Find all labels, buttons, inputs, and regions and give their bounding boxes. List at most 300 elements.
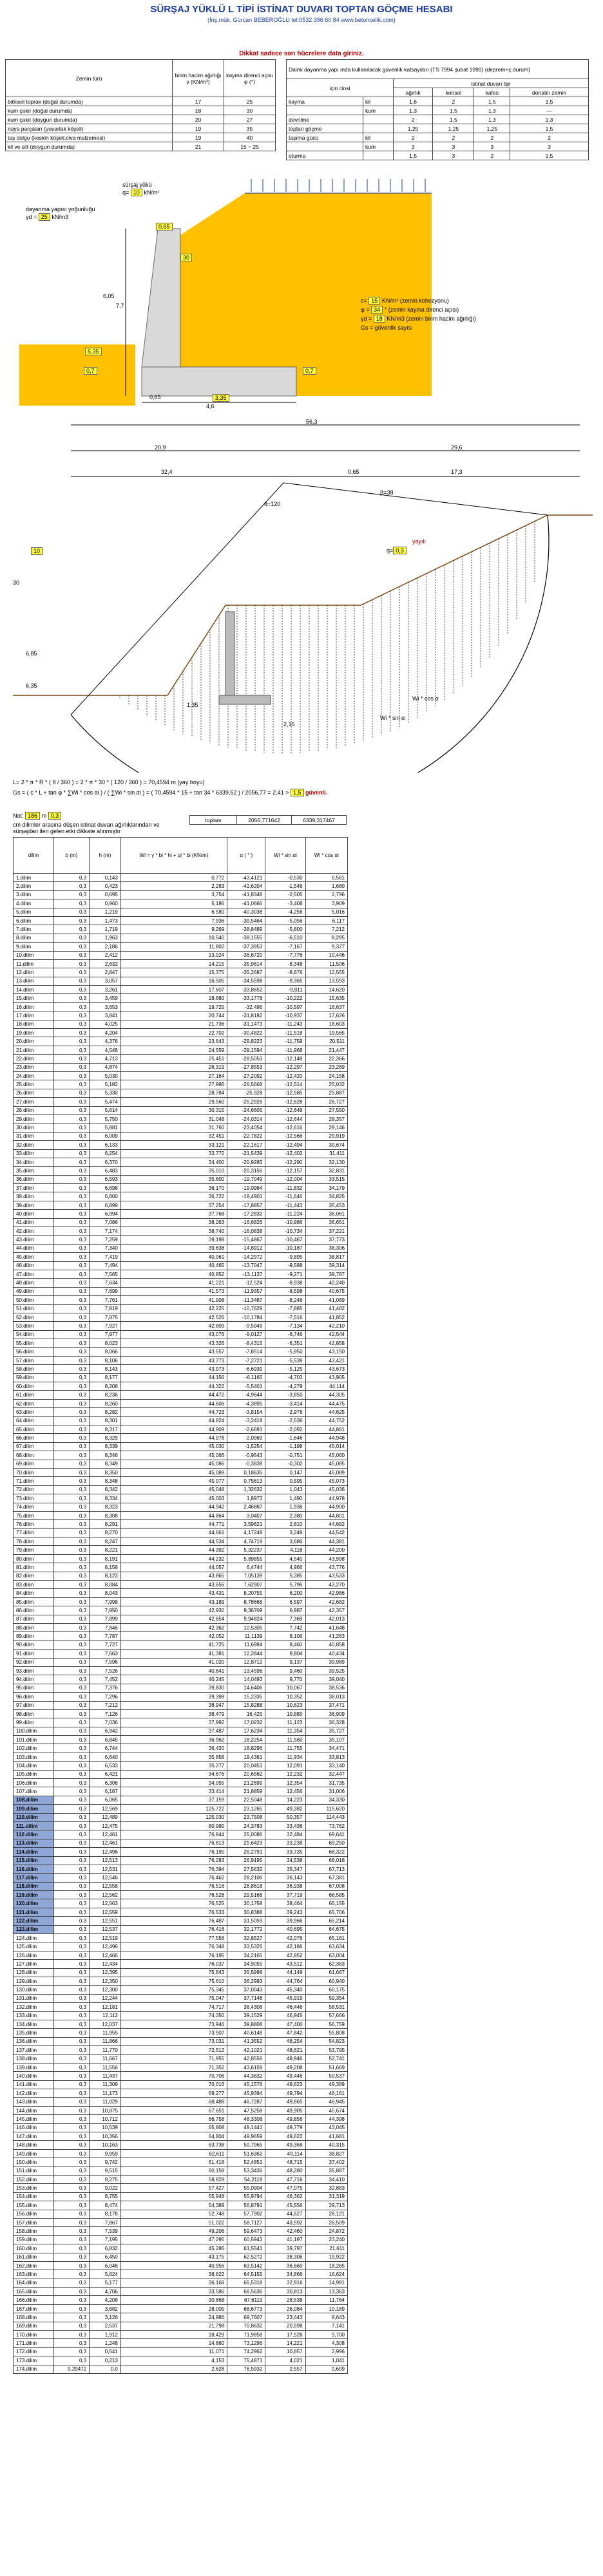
gd-input[interactable]: 25 bbox=[39, 213, 50, 221]
slice-name-cell: 47.dilim bbox=[14, 1270, 54, 1278]
slice-value-cell: 11,556 bbox=[90, 2063, 121, 2071]
slice-value-cell: 0,3 bbox=[53, 1865, 89, 1873]
slice-value-cell: 43,533 bbox=[305, 1572, 347, 1580]
dim-w3: 32,4 bbox=[161, 469, 173, 475]
safety-cell: kum bbox=[363, 106, 394, 115]
slice-value-cell: 40,675 bbox=[305, 1287, 347, 1295]
slice-value-cell: 0,3 bbox=[53, 2218, 89, 2226]
slice-value-cell: 42,362 bbox=[120, 1623, 227, 1631]
stem-value[interactable]: 30 bbox=[180, 254, 192, 261]
safety-row bbox=[287, 133, 589, 142]
slice-value-cell: 8,755 bbox=[90, 2192, 121, 2201]
slice-value-cell: 3,459 bbox=[90, 994, 121, 1002]
slice-value-cell: 44,534 bbox=[120, 1537, 227, 1546]
slice-value-cell: 5,796 bbox=[265, 1581, 305, 1589]
theta-label: θ= bbox=[264, 501, 271, 507]
safety-cell: 1,3 bbox=[393, 106, 432, 115]
slice-value-cell: -8,876 bbox=[265, 968, 305, 977]
slice-value-cell: 5,32237 bbox=[227, 1546, 265, 1554]
slice-value-cell: 0,3 bbox=[53, 1339, 89, 1348]
slice-value-cell: 36,962 bbox=[120, 1736, 227, 1744]
slice-value-cell: -12,290 bbox=[265, 1158, 305, 1166]
slice-value-cell: 0,3 bbox=[53, 1313, 89, 1321]
slice-value-cell: 2,632 bbox=[90, 959, 121, 968]
slice-value-cell: 44,3832 bbox=[227, 2072, 265, 2080]
slice-value-cell: 42,8556 bbox=[227, 2054, 265, 2063]
slice-value-cell: 0,3 bbox=[53, 2288, 89, 2296]
safety-cell: kil bbox=[363, 97, 394, 106]
slice-value-cell: 38,536 bbox=[305, 1684, 347, 1692]
slice-name-cell: 66.dilim bbox=[14, 1434, 54, 1442]
slice-value-cell: 45,919 bbox=[265, 1994, 305, 2002]
slice-value-cell: 38,817 bbox=[305, 1253, 347, 1261]
heel-input[interactable]: 5,35 bbox=[85, 348, 102, 355]
slice-value-cell: 33,586 bbox=[120, 2288, 227, 2296]
slice-value-cell: 43,431 bbox=[120, 1589, 227, 1597]
slice-name-cell: 80.dilim bbox=[14, 1554, 54, 1563]
table-row bbox=[14, 1821, 348, 1830]
slice-value-cell: 7,340 bbox=[90, 1244, 121, 1252]
table-row bbox=[14, 874, 348, 882]
slice-value-cell: 20,6562 bbox=[227, 1770, 265, 1778]
slice-value-cell: 42,682 bbox=[305, 1597, 347, 1606]
slice-value-cell: 5,750 bbox=[90, 1114, 121, 1123]
safety-col-header: ağırlık bbox=[393, 88, 432, 97]
slice-value-cell: -11,759 bbox=[265, 1037, 305, 1046]
slice-name-cell: 168.dilim bbox=[14, 2313, 54, 2322]
slice-name-cell: 1.dilim bbox=[14, 874, 54, 882]
slice-value-cell: 42,225 bbox=[120, 1304, 227, 1313]
slice-value-cell: 0,3 bbox=[53, 1348, 89, 1356]
slice-value-cell: -3,850 bbox=[265, 1391, 305, 1399]
slice-value-cell: 0,960 bbox=[90, 899, 121, 908]
slice-value-cell: 33,140 bbox=[305, 1762, 347, 1770]
slice-value-cell: 77,556 bbox=[120, 1934, 227, 1942]
safety-cell: 1,3 bbox=[474, 106, 510, 115]
slice-value-cell: 3,909 bbox=[305, 899, 347, 908]
slice-value-cell: 7,742 bbox=[265, 1623, 305, 1631]
slice-value-cell: 0,3 bbox=[53, 1511, 89, 1519]
q-unit: kN/m² bbox=[144, 189, 160, 196]
table-row bbox=[14, 1322, 348, 1330]
slice-value-cell: 44,475 bbox=[305, 1399, 347, 1407]
slice-value-cell: 18,429 bbox=[120, 2331, 227, 2339]
slice-value-cell: 41,3552 bbox=[227, 2037, 265, 2045]
gamma-desc: (zemin birim hacim ağırlığı) bbox=[406, 315, 476, 322]
page-subtitle: (İnş.mük. Gürcan BEBEROĞLU tel:0532 396 60 84 www.betoncelik.com) bbox=[207, 17, 396, 23]
slice-value-cell: 7,494 bbox=[90, 1261, 121, 1270]
slice-value-cell: 11,560 bbox=[265, 1736, 305, 1744]
slice-value-cell: 0,3 bbox=[53, 2072, 89, 2080]
slice-name-cell: 11.dilim bbox=[14, 959, 54, 968]
slice-name-cell: 157.dilim bbox=[14, 2218, 54, 2226]
slice-value-cell: -10,937 bbox=[265, 1011, 305, 1020]
slice-value-cell: -2,0969 bbox=[227, 1434, 265, 1442]
slice-value-cell: 39,040 bbox=[305, 1675, 347, 1684]
soil-row bbox=[6, 124, 276, 133]
slice-value-cell: 45,077 bbox=[120, 1477, 227, 1485]
slice-value-cell: 43,865 bbox=[120, 1572, 227, 1580]
slice-value-cell: 29,919 bbox=[305, 1132, 347, 1140]
slice-value-cell: 44,200 bbox=[305, 1546, 347, 1554]
slice-value-cell: -9,5949 bbox=[227, 1322, 265, 1330]
slice-value-cell: 0,3 bbox=[53, 1597, 89, 1606]
slice-name-cell: 44.dilim bbox=[14, 1244, 54, 1252]
slice-value-cell: 0,3 bbox=[53, 1572, 89, 1580]
slice-name-cell: 34.dilim bbox=[14, 1158, 54, 1166]
slice-value-cell: 3,057 bbox=[90, 977, 121, 985]
slice-value-cell: 0,3 bbox=[53, 1158, 89, 1166]
slice-name-cell: 111.dilim bbox=[14, 1821, 54, 1830]
slice-value-cell: 8,023 bbox=[90, 1339, 121, 1348]
slice-value-cell: 0,3 bbox=[53, 1330, 89, 1339]
slice-value-cell: -7,167 bbox=[265, 943, 305, 951]
slice-value-cell: 8,350 bbox=[90, 1468, 121, 1476]
slice-value-cell: 11,955 bbox=[90, 2029, 121, 2037]
slice-value-cell: 8,236 bbox=[90, 1391, 121, 1399]
c-input[interactable]: 15 bbox=[368, 297, 380, 305]
table-row bbox=[14, 1261, 348, 1270]
slice-value-cell: 45,089 bbox=[120, 1468, 227, 1476]
slice-name-cell: 125.dilim bbox=[14, 1942, 54, 1951]
slice-value-cell: 23,7508 bbox=[227, 1813, 265, 1821]
slice-value-cell: 58,829 bbox=[120, 2175, 227, 2183]
slice-value-cell: 12,181 bbox=[90, 2003, 121, 2011]
base-h2-input[interactable]: 0,7 bbox=[303, 367, 316, 375]
slice-value-cell: 7,195 bbox=[90, 2235, 121, 2244]
slice-value-cell: -23,4054 bbox=[227, 1123, 265, 1132]
slice-value-cell: 40,245 bbox=[120, 1675, 227, 1684]
slice-value-cell: 10,189 bbox=[305, 2304, 347, 2313]
slice-value-cell: 72,512 bbox=[120, 2046, 227, 2054]
slice-value-cell: 8,342 bbox=[90, 1485, 121, 1494]
table-row bbox=[14, 1658, 348, 1666]
slice-value-cell: 44,752 bbox=[305, 1416, 347, 1425]
slice-value-cell: 12,091 bbox=[265, 1762, 305, 1770]
slice-value-cell: 4,706 bbox=[90, 2288, 121, 2296]
slice-name-cell: 78.dilim bbox=[14, 1537, 54, 1546]
slice-value-cell: 49,623 bbox=[265, 2080, 305, 2089]
slice-count[interactable]: 186 bbox=[25, 812, 40, 820]
table-row bbox=[14, 1020, 348, 1028]
slice-value-cell: 0,3 bbox=[53, 1063, 89, 1071]
table-row bbox=[14, 1011, 348, 1020]
slice-value-cell: -16,0838 bbox=[227, 1227, 265, 1236]
slice-value-cell: 21,447 bbox=[305, 1046, 347, 1054]
slice-value-cell: -6,510 bbox=[265, 934, 305, 942]
slice-value-cell: 0,3 bbox=[53, 1037, 89, 1046]
slice-value-cell: 70,016 bbox=[120, 2080, 227, 2089]
slice-value-cell: 44,472 bbox=[120, 1391, 227, 1399]
slice-value-cell: 0,3 bbox=[53, 2106, 89, 2114]
H-input[interactable]: 10 bbox=[31, 547, 43, 555]
slice-value-cell: 0,3 bbox=[53, 2356, 89, 2365]
slice-value-cell: 44,149 bbox=[265, 1968, 305, 1977]
safety-cell: kum bbox=[363, 142, 394, 151]
phi-input[interactable]: 34 bbox=[371, 306, 383, 314]
c-label: c= bbox=[361, 297, 367, 304]
b-input[interactable]: 3,35 bbox=[213, 394, 229, 402]
slice-value-cell: 2,412 bbox=[90, 951, 121, 959]
slice-value-cell: 4,208 bbox=[90, 2296, 121, 2304]
slice-value-cell: 43,6159 bbox=[227, 2063, 265, 2071]
arc-length-formula: L= 2 * π * R * ( θ / 360 ) = 2 * π * 30 * ( 120 / 360 ) = 70,4594 m (yay boyu) bbox=[13, 779, 205, 785]
slice-name-cell: 112.dilim bbox=[14, 1830, 54, 1839]
safety-header-group: istinat duvarı tipi bbox=[393, 79, 588, 88]
slice-value-cell: 12,519 bbox=[90, 1934, 121, 1942]
slice-lines bbox=[120, 522, 535, 753]
table-row bbox=[14, 1874, 348, 1882]
slice-value-cell: 4,545 bbox=[265, 1554, 305, 1563]
slice-value-cell: 45,036 bbox=[305, 1485, 347, 1494]
beta-value: 38 bbox=[387, 489, 394, 496]
slice-value-cell: 0,3 bbox=[53, 1227, 89, 1236]
slice-value-cell: 14,215 bbox=[120, 959, 227, 968]
table-row bbox=[14, 1399, 348, 1407]
slice-value-cell: 0,3 bbox=[53, 1934, 89, 1942]
slice-value-cell: 8,270 bbox=[90, 1528, 121, 1537]
slice-value-cell: -6,351 bbox=[265, 1339, 305, 1348]
slice-value-cell: 2,557 bbox=[265, 2365, 305, 2373]
soil-header-gamma: birim hacim ağırlığı γ (KN/m³) bbox=[173, 60, 224, 97]
slice-name-cell: 131.dilim bbox=[14, 1994, 54, 2002]
slice-value-cell: 0,3 bbox=[53, 1960, 89, 1968]
slice-value-cell: 35,453 bbox=[305, 1201, 347, 1209]
slice-value-cell: 24,559 bbox=[120, 1046, 227, 1054]
slice-value-cell: 2,796 bbox=[305, 890, 347, 899]
slice-value-cell: 7,761 bbox=[90, 1296, 121, 1304]
slice-value-cell: 0,3 bbox=[53, 2227, 89, 2235]
slice-value-cell: 49,794 bbox=[265, 2089, 305, 2098]
q-input[interactable]: 10 bbox=[131, 189, 142, 196]
slice-name-cell: 31.dilim bbox=[14, 1132, 54, 1140]
slice-value-cell: 47,075 bbox=[265, 2184, 305, 2192]
table-row bbox=[14, 2037, 348, 2045]
table-row bbox=[14, 1581, 348, 1589]
slice-value-cell: -31,8182 bbox=[227, 1011, 265, 1020]
slice-value-cell: 10,446 bbox=[305, 951, 347, 959]
slice-value-cell: -31,1473 bbox=[227, 1020, 265, 1028]
slice-value-cell: 4,153 bbox=[120, 2356, 227, 2365]
slice-value-cell: 76,462 bbox=[120, 1874, 227, 1882]
slice-value-cell: -12,148 bbox=[265, 1055, 305, 1063]
slice-value-cell: 0,3 bbox=[53, 899, 89, 908]
slice-value-cell: 36,328 bbox=[305, 1718, 347, 1727]
slice-value-cell: -0,3838 bbox=[227, 1460, 265, 1468]
safety-cell: 2 bbox=[510, 133, 589, 142]
table-row bbox=[14, 1114, 348, 1123]
slice-value-cell: 12,562 bbox=[90, 1891, 121, 1899]
slice-value-cell: 0,3 bbox=[53, 943, 89, 951]
slice-value-cell: -2,092 bbox=[265, 1425, 305, 1434]
base-h-input[interactable]: 0,7 bbox=[84, 367, 97, 375]
slice-value-cell: 0,3 bbox=[53, 1149, 89, 1158]
slice-value-cell: 36,170 bbox=[120, 1184, 227, 1192]
slice-name-cell: 169.dilim bbox=[14, 2322, 54, 2330]
slice-value-cell: 44,900 bbox=[305, 1503, 347, 1511]
slice-value-cell: 7,565 bbox=[90, 1270, 121, 1278]
slice-value-cell: 4,204 bbox=[90, 1029, 121, 1037]
slice-value-cell: 0,3 bbox=[53, 1874, 89, 1882]
safety-cell: kayma bbox=[287, 97, 363, 106]
slice-value-cell: -19,7049 bbox=[227, 1175, 265, 1183]
slice-value-cell: 0,3 bbox=[53, 1994, 89, 2002]
safety-cell: 1,5 bbox=[510, 124, 589, 133]
table-row bbox=[14, 1175, 348, 1183]
slice-value-cell: 2,847 bbox=[90, 968, 121, 977]
table-row bbox=[14, 2253, 348, 2261]
sup-q-input[interactable]: 0,3 bbox=[393, 547, 407, 554]
slice-name-cell: 164.dilim bbox=[14, 2279, 54, 2287]
slice-value-cell: 11,123 bbox=[265, 1718, 305, 1727]
slice-value-cell: 0,3 bbox=[53, 1485, 89, 1494]
slice-value-cell: -2,536 bbox=[265, 1416, 305, 1425]
table-row bbox=[14, 2158, 348, 2167]
slice-value-cell: 6,065 bbox=[90, 1796, 121, 1804]
slice-value-cell: -8,4315 bbox=[227, 1339, 265, 1348]
slice-value-cell: 0,3 bbox=[53, 1382, 89, 1391]
slice-value-cell: 12,551 bbox=[90, 1917, 121, 1925]
slice-name-cell: 71.dilim bbox=[14, 1477, 54, 1485]
slice-value-cell: 76,487 bbox=[120, 1917, 227, 1925]
slice-value-cell: 6,133 bbox=[90, 1141, 121, 1149]
slice-value-cell: -12,004 bbox=[265, 1175, 305, 1183]
slice-value-cell: -10,734 bbox=[265, 1227, 305, 1236]
slice-value-cell: 0,3 bbox=[53, 1123, 89, 1132]
slice-value-cell: 37,992 bbox=[120, 1718, 227, 1727]
slice-name-cell: 62.dilim bbox=[14, 1399, 54, 1407]
slice-value-cell: -7,8514 bbox=[227, 1348, 265, 1356]
safety-cell: toptan göçme bbox=[287, 124, 363, 133]
slice-name-cell: 16.dilim bbox=[14, 1002, 54, 1011]
table-row bbox=[14, 2029, 348, 2037]
slice-value-cell: 28,8618 bbox=[227, 1882, 265, 1890]
slice-value-cell: 8,066 bbox=[90, 1348, 121, 1356]
slice-value-cell: -4,9644 bbox=[227, 1391, 265, 1399]
slice-value-cell: -0,302 bbox=[265, 1460, 305, 1468]
slice-value-cell: -9,588 bbox=[265, 1261, 305, 1270]
slice-value-cell: 0,3 bbox=[53, 1408, 89, 1416]
slice-value-cell: -1,646 bbox=[265, 1434, 305, 1442]
slice-value-cell: 6,899 bbox=[90, 1201, 121, 1209]
top-width-input[interactable]: 0,65 bbox=[156, 223, 173, 230]
slice-value-cell: 12,489 bbox=[90, 1813, 121, 1821]
slice-value-cell: 0,3 bbox=[53, 1261, 89, 1270]
slice-value-cell: -0,530 bbox=[265, 874, 305, 882]
slice-value-cell: -19,0964 bbox=[227, 1184, 265, 1192]
slice-value-cell: 37,0043 bbox=[227, 1986, 265, 1994]
slice-value-cell: -7,776 bbox=[265, 951, 305, 959]
slice-name-cell: 69.dilim bbox=[14, 1460, 54, 1468]
table-row bbox=[14, 1210, 348, 1218]
slice-value-cell: 55,0904 bbox=[227, 2184, 265, 2192]
slice-value-cell: 17,626 bbox=[305, 1011, 347, 1020]
slice-value-cell: 0,143 bbox=[90, 874, 121, 882]
slice-value-cell: 35,600 bbox=[120, 1175, 227, 1183]
slice-value-cell: 0,3 bbox=[53, 1882, 89, 1890]
slice-name-cell: 40.dilim bbox=[14, 1210, 54, 1218]
slice-value-cell: 0,3 bbox=[53, 1554, 89, 1563]
slice-value-cell: 40,852 bbox=[120, 1270, 227, 1278]
slice-value-cell: 7,376 bbox=[90, 1684, 121, 1692]
slice-value-cell: 66,758 bbox=[120, 2115, 227, 2123]
slice-value-cell: 52,748 bbox=[120, 2210, 227, 2218]
soil-row bbox=[6, 115, 276, 124]
fs-required[interactable]: 1,5 bbox=[291, 789, 304, 796]
slice-value-cell: 39,966 bbox=[265, 1917, 305, 1925]
slice-name-cell: 49.dilim bbox=[14, 1287, 54, 1295]
slice-name-cell: 109.dilim bbox=[14, 1805, 54, 1813]
slice-value-cell: 6,942 bbox=[90, 1727, 121, 1735]
slice-value-cell: -15,4867 bbox=[227, 1236, 265, 1244]
slice-value-cell: 19,565 bbox=[305, 1029, 347, 1037]
slice-value-cell: 70,8632 bbox=[227, 2322, 265, 2330]
table-row bbox=[14, 1373, 348, 1382]
table-row bbox=[14, 1339, 348, 1348]
slice-value-cell: 65,161 bbox=[305, 1934, 347, 1942]
slice-value-cell: 5,624 bbox=[90, 2270, 121, 2279]
slice-value-cell: 19,922 bbox=[305, 2253, 347, 2261]
soil-row bbox=[6, 97, 276, 106]
slice-value-cell: -1,546 bbox=[265, 882, 305, 890]
slice-value-cell: 9,515 bbox=[90, 2167, 121, 2175]
slice-value-cell: 0,3 bbox=[53, 1167, 89, 1175]
slice-value-cell: 57,7902 bbox=[227, 2210, 265, 2218]
slice-name-cell: 61.dilim bbox=[14, 1391, 54, 1399]
slice-value-cell: 7,141 bbox=[305, 2322, 347, 2330]
slice-value-cell: 45,9394 bbox=[227, 2089, 265, 2098]
h2-value: 1,35 bbox=[187, 702, 198, 708]
slice-value-cell: 29,146 bbox=[305, 1123, 347, 1132]
slice-value-cell: 24,158 bbox=[305, 1071, 347, 1080]
slice-value-cell: 49,368 bbox=[265, 2141, 305, 2149]
slice-value-cell: 9,770 bbox=[265, 1675, 305, 1684]
slice-value-cell: 0,3 bbox=[53, 1434, 89, 1442]
slice-value-cell: 56,759 bbox=[305, 2020, 347, 2028]
sum-table bbox=[189, 815, 347, 825]
slice-value-cell: 7,867 bbox=[90, 2218, 121, 2226]
table-row bbox=[14, 1055, 348, 1063]
slice-value-cell: 42,186 bbox=[265, 1942, 305, 1951]
table-row bbox=[14, 1106, 348, 1114]
slice-name-cell: 8.dilim bbox=[14, 934, 54, 942]
slice-value-cell: 32,484 bbox=[265, 1830, 305, 1839]
slice-value-cell: 0,3 bbox=[53, 2184, 89, 2192]
slice-value-cell: -25,2926 bbox=[227, 1098, 265, 1106]
slice-value-cell: 64,804 bbox=[120, 2132, 227, 2141]
table-row bbox=[14, 1968, 348, 1977]
slice-value-cell: 18,265 bbox=[305, 2261, 347, 2270]
slice-value-cell: 0,3 bbox=[53, 1141, 89, 1149]
slice-value-cell: 16,637 bbox=[305, 1002, 347, 1011]
slice-value-cell: 7,727 bbox=[90, 1641, 121, 1649]
gamma-input[interactable]: 18 bbox=[374, 315, 385, 323]
slice-table-header: Wi * sin αi bbox=[265, 838, 305, 874]
slice-name-cell: 126.dilim bbox=[14, 1951, 54, 1959]
slice-value-cell: 0,3 bbox=[53, 1977, 89, 1986]
table-row bbox=[14, 2304, 348, 2313]
slice-value-cell: -10,1784 bbox=[227, 1313, 265, 1321]
table-row bbox=[14, 1951, 348, 1959]
table-row bbox=[14, 1080, 348, 1089]
slice-value-cell: 37,221 bbox=[305, 1227, 347, 1236]
slice-value-cell: 36,722 bbox=[120, 1192, 227, 1201]
slice-width[interactable]: 0,3 bbox=[48, 812, 62, 820]
slice-value-cell: 33,414 bbox=[120, 1787, 227, 1796]
safety-cell: 2 bbox=[474, 151, 510, 160]
slice-value-cell: 59,6473 bbox=[227, 2227, 265, 2235]
soil-row bbox=[6, 133, 276, 142]
